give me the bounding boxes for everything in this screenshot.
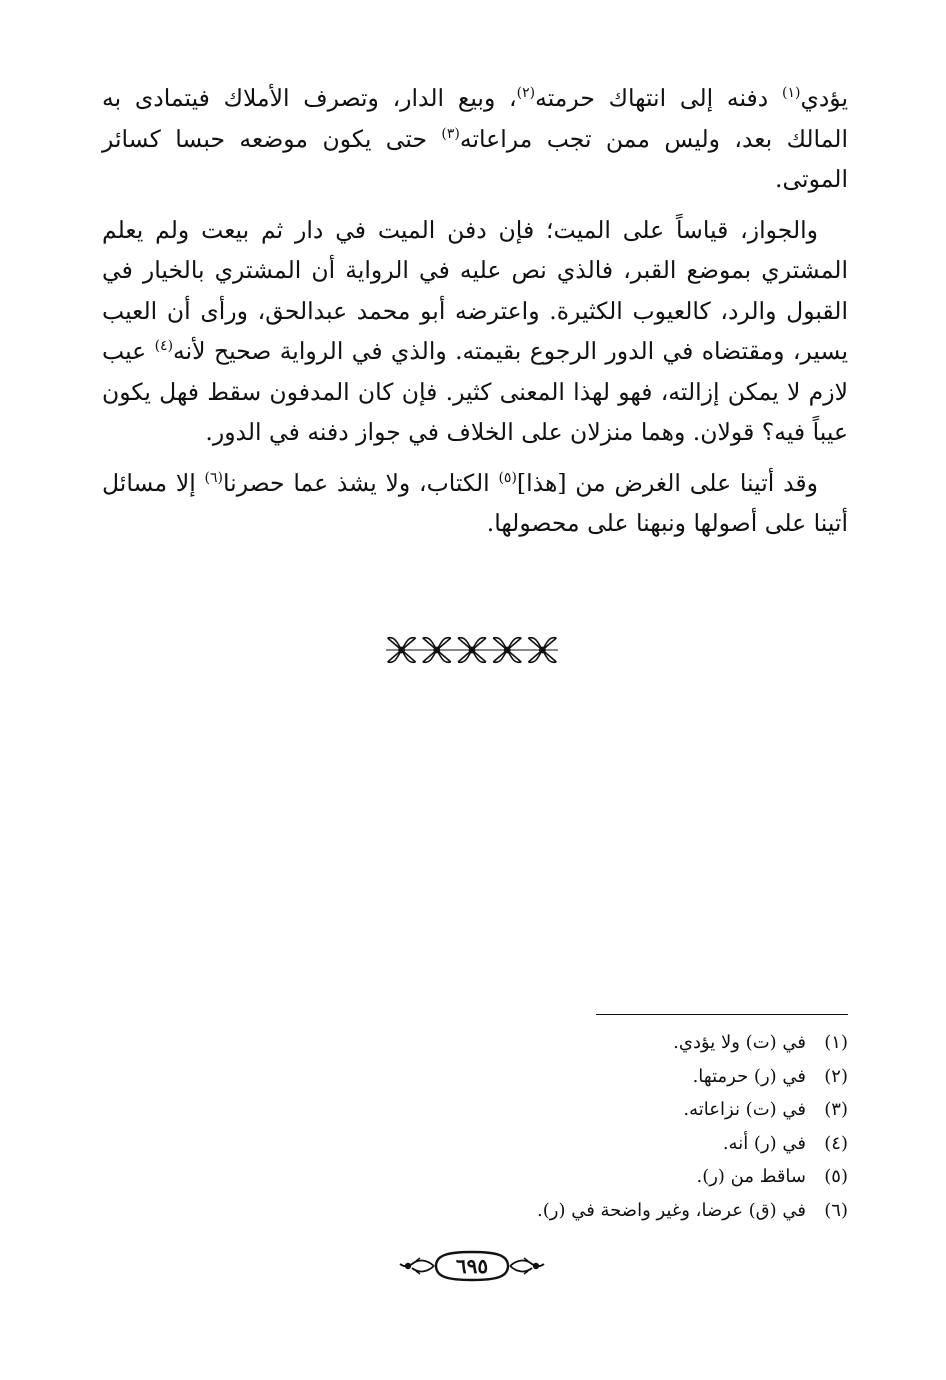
footnote-number: (٥) (824, 1166, 848, 1187)
paragraph-text: ، وبيع الدار، وتصرف الأملاك فيتمادى به المالك بعد، وليس ممن تجب مراعاته (102, 84, 848, 153)
footnote-text: في (ر) أنه. (722, 1132, 806, 1154)
footnotes (300, 1026, 848, 1227)
footnote-marker: (١) (781, 85, 801, 101)
floral-divider-icon (384, 632, 560, 668)
footnote-marker: (٢) (516, 85, 536, 101)
footnote-separator (596, 1014, 848, 1015)
footnote-text: في (ت) نزاعاته. (683, 1099, 806, 1120)
footnote-number: (١) (824, 1032, 848, 1053)
footnote-number: (٤) (824, 1132, 848, 1154)
paragraph-text: حتى يكون موضعه حبسا كسائر الموتى. (102, 124, 848, 193)
footnote-marker: (٣) (441, 125, 460, 142)
footnote-item (300, 1194, 848, 1228)
paragraph (102, 463, 848, 544)
main-text (102, 78, 848, 554)
footnote-number: (٦) (824, 1199, 848, 1221)
footnote-marker: (٤) (154, 338, 174, 354)
footnote-marker: (٥) (498, 469, 517, 486)
footnote-item (300, 1060, 848, 1094)
footnote-number: (٣) (824, 1099, 848, 1120)
footnote-marker: (٦) (204, 469, 224, 486)
footnote-text: ساقط من (ر). (696, 1166, 806, 1187)
footnote-text: في (ر) حرمتها. (692, 1065, 806, 1087)
paragraph-text: الكتاب، ولا يشذ عما حصرنا (223, 468, 499, 497)
footnote-item (300, 1026, 848, 1060)
paragraph-text: يؤدي (800, 84, 848, 112)
footnote-text: في (ق) عرضا، وغير واضحة في (ر). (537, 1199, 806, 1221)
footnote-item (300, 1127, 848, 1161)
footnote-item (300, 1160, 848, 1194)
footnote-number: (٢) (824, 1065, 848, 1087)
paragraph-text: وقد أتينا على الغرض من [هذا] (516, 468, 818, 497)
paragraph-text: والجواز، قياساً على الميت؛ فإن دفن الميت في دار ثم بيعت ولم يعلم المشتري بموضع القبر، فالذي نص عليه في الرواية أن المشتري بالخيار في القبول والرد، كالعيوب الكثيرة. واعترضه أبو محمد عبدالحق، ورأى أن العيب يسير، ومقتضاه في الدور الرجوع بقيمته. والذي في الرواية صحيح لأنه (102, 215, 848, 365)
paragraph-text: عيب لازم لا يمكن إزالته، فهو لهذا المعنى كثير. فإن كان المدفون سقط فهل يكون عيباً فيه؟ قولان. وهما منزلان على الخلاف في جواز دفنه في الدور. (102, 337, 848, 446)
page-number: ٦٩٥ (455, 1254, 489, 1278)
footnote-text: في (ت) ولا يؤدي. (673, 1032, 806, 1053)
footnote-item (300, 1093, 848, 1127)
paragraph (102, 210, 848, 453)
paragraph-text: إلا مسائل أتينا على أصولها ونبهنا على محصولها. (102, 468, 848, 537)
page-number-frame (396, 1249, 548, 1283)
paragraph-text: دفنه إلى انتهاك حرمته (535, 84, 782, 112)
paragraph (102, 78, 848, 200)
